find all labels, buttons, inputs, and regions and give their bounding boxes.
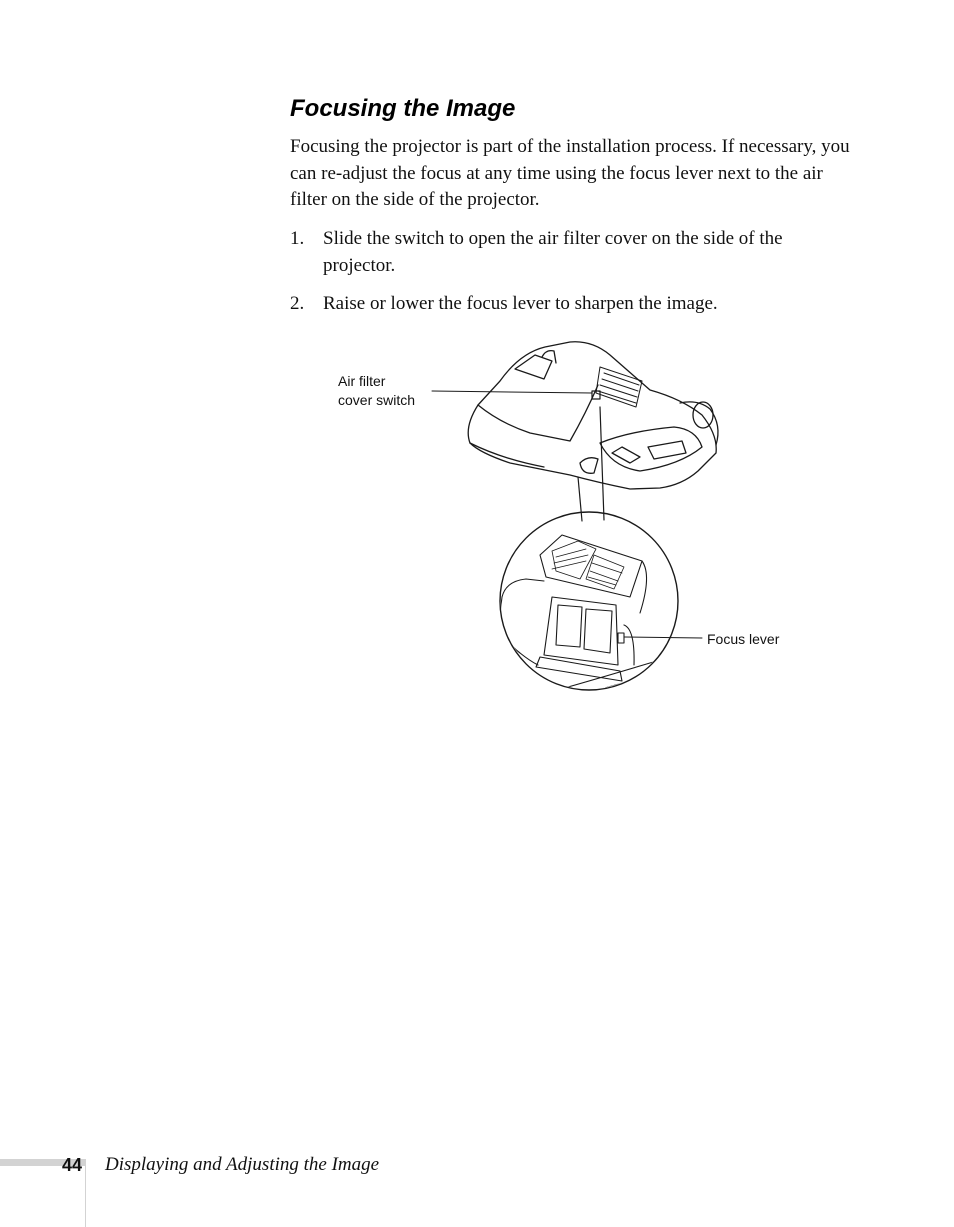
step-number: 2. xyxy=(290,293,305,314)
projector-illustration xyxy=(330,335,800,710)
page-number: 44 xyxy=(62,1155,83,1175)
air-filter-callout-line1: Air filter xyxy=(338,373,386,389)
section-heading: Focusing the Image xyxy=(290,95,516,122)
air-filter-callout xyxy=(338,372,415,410)
focus-lever-callout: Focus lever xyxy=(707,631,780,647)
air-filter-callout-line2: cover switch xyxy=(338,392,416,408)
list-item xyxy=(290,225,830,279)
magnified-inset xyxy=(500,512,678,695)
intro-paragraph: Focusing the projector is part of the installation process. If necessary, you can re-adjust the focus at any time using the focus lever next to the air filter on the side of the projector. xyxy=(290,136,850,210)
step-text: Slide the switch to open the air filter cover on the side of the projector. xyxy=(323,228,783,276)
focus-lever xyxy=(618,633,624,643)
vent-grille xyxy=(596,367,642,407)
air-filter-leader xyxy=(432,391,592,393)
chapter-title: Displaying and Adjusting the Image xyxy=(105,1154,380,1175)
step-text: Raise or lower the focus lever to sharpen the image. xyxy=(323,293,718,314)
projector-body xyxy=(468,342,716,489)
step-number: 1. xyxy=(290,228,305,249)
footer-divider xyxy=(85,1159,86,1227)
list-item xyxy=(290,290,830,317)
focus-lever-leader xyxy=(624,637,702,638)
